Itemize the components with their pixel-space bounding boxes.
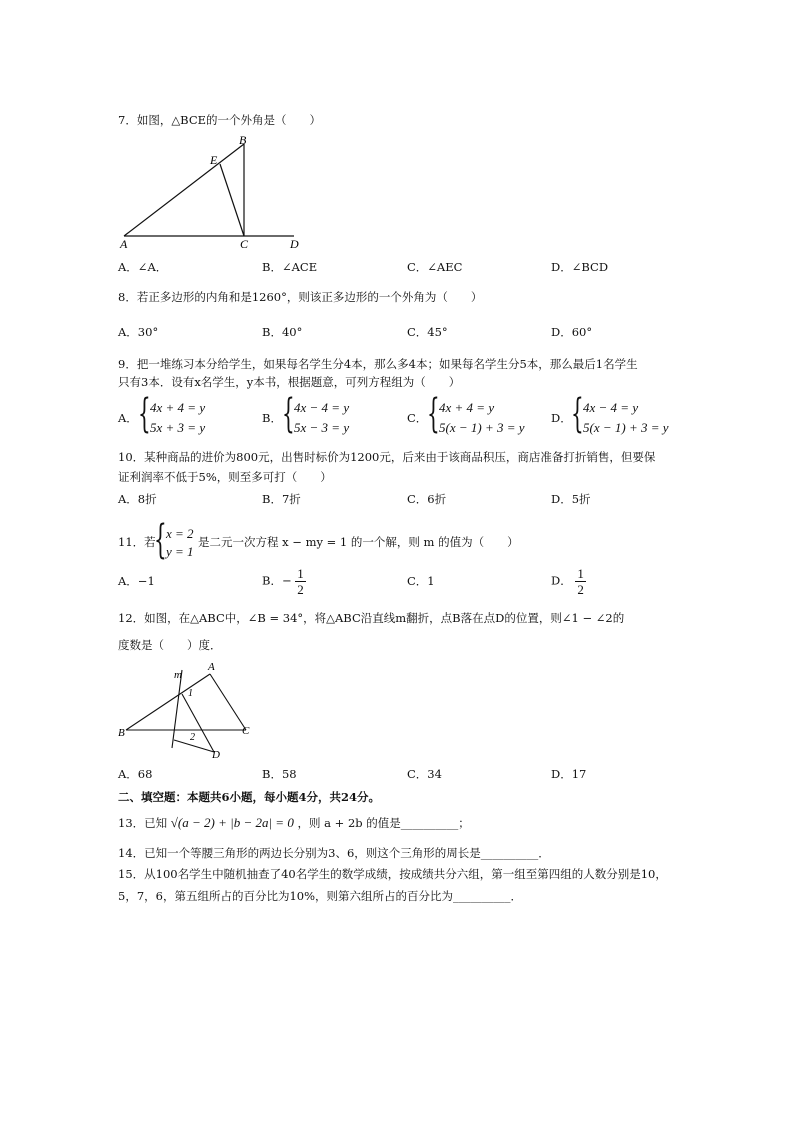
- q11-option-b-letter: B．: [262, 573, 282, 588]
- q11-eq1: x = 2: [166, 526, 194, 541]
- q11-option-b-sign: −: [281, 573, 292, 588]
- q13-suffix: ，则 a + 2b 的值是__________；: [297, 816, 470, 830]
- q12-option-b[interactable]: B．58: [262, 767, 297, 781]
- q13-prefix: 13．已知: [118, 816, 168, 830]
- q11-option-d-fraction: $\frac{1}{2}$: [577, 566, 584, 597]
- q10-stem-line2: 证利润率不低于5%，则至多可打（ ）: [118, 470, 332, 484]
- q12-stem-line1: 12．如图，在△ABC中，∠B = 34°，将△ABC沿直线m翻折，点B落在点D的位置，则∠1 − ∠2的: [118, 611, 625, 625]
- q10-option-b[interactable]: B．7折: [262, 492, 301, 506]
- q12-label-a: A: [208, 661, 215, 673]
- q11-suffix: 是二元一次方程 x − my = 1 的一个解，则 m 的值为（ ）: [198, 535, 519, 549]
- q10-option-a[interactable]: A．8折: [118, 492, 157, 506]
- q12-option-a[interactable]: A．68: [118, 767, 153, 781]
- q8-option-c[interactable]: C．45°: [407, 325, 448, 339]
- q11-eq2: y = 1: [166, 544, 194, 559]
- q12-stem-line2: 度数是（ ）度．: [118, 638, 222, 652]
- q9-option-d-eq1: 4x − 4 = y: [583, 400, 639, 415]
- q10-stem-line1: 10．某种商品的进价为800元，出售时标价为1200元，后来由于该商品积压，商店准备打折销售，但要保: [118, 450, 656, 464]
- q7-label-d: D: [290, 237, 299, 250]
- q11-option-d-letter: D．: [551, 573, 572, 588]
- q7-stem: 7．如图，△BCE的一个外角是（ ）: [118, 113, 322, 127]
- q9-option-d-letter: D．: [551, 411, 572, 425]
- q7-option-c[interactable]: C．∠AEC: [407, 260, 463, 274]
- q10-option-c[interactable]: C．6折: [407, 492, 447, 506]
- section-heading-fill-in: 二、填空题：本题共6小题，每小题4分，共24分。: [118, 790, 381, 804]
- q11-option-b-fraction: $\frac{1}{2}$: [297, 566, 304, 597]
- q12-label-d: D: [212, 749, 220, 761]
- q12-label-b: B: [118, 727, 125, 739]
- q9-option-b-eq1: 4x − 4 = y: [294, 400, 350, 415]
- q12-label-m: m: [174, 669, 182, 681]
- q9-option-a-eq1: 4x + 4 = y: [150, 400, 206, 415]
- q8-option-a[interactable]: A．30°: [118, 325, 159, 339]
- q8-stem: 8．若正多边形的内角和是1260°，则该正多边形的一个外角为（ ）: [118, 290, 483, 304]
- q9-option-c-letter: C．: [407, 411, 428, 425]
- q12-figure: [116, 658, 266, 762]
- q9-option-a-letter: A．: [118, 411, 138, 425]
- q9-option-a[interactable]: A． { 4x + 4 = y 5x + 3 = y: [118, 391, 206, 437]
- q7-figure: [116, 132, 316, 250]
- q9-stem-line1: 9．把一堆练习本分给学生，如果每名学生分4本，那么多4本；如果每名学生分5本，那么最后1名学生: [118, 357, 638, 371]
- q7-label-a: A: [120, 237, 128, 250]
- q7-label-c: C: [240, 237, 249, 250]
- q9-option-d-eq2: 5(x − 1) + 3 = y: [583, 420, 669, 435]
- q12-option-c[interactable]: C．34: [407, 767, 442, 781]
- q11-option-a[interactable]: A．−1: [118, 574, 155, 588]
- q9-option-b-letter: B．: [262, 411, 282, 425]
- q11-option-c[interactable]: C．1: [407, 574, 435, 588]
- q9-option-c[interactable]: C． { 4x + 4 = y 5(x − 1) + 3 = y: [407, 391, 525, 437]
- q13-stem: [118, 815, 470, 831]
- q9-option-d[interactable]: D． { 4x − 4 = y 5(x − 1) + 3 = y: [551, 391, 669, 437]
- q9-option-b[interactable]: B． { 4x − 4 = y 5x − 3 = y: [262, 391, 350, 437]
- q15-stem-line2: 5，7，6，第五组所占的百分比为10%，则第六组所占的百分比为__________．: [118, 889, 523, 903]
- q9-stem-line2: 只有3本．设有x名学生，y本书，根据题意，可列方程组为（ ）: [118, 375, 461, 389]
- q7-option-a[interactable]: A．∠A．: [118, 260, 168, 274]
- q9-option-c-eq2: 5(x − 1) + 3 = y: [439, 420, 525, 435]
- q10-option-d[interactable]: D．5折: [551, 492, 591, 506]
- q9-option-b-eq2: 5x − 3 = y: [294, 420, 350, 435]
- q7-label-b: B: [239, 133, 247, 147]
- q11-prefix: 11．若: [118, 535, 156, 549]
- q12-label-2: 2: [190, 732, 195, 743]
- q11-option-d[interactable]: [551, 566, 586, 597]
- q8-option-b[interactable]: B．40°: [262, 325, 303, 339]
- q7-option-d[interactable]: D．∠BCD: [551, 260, 609, 274]
- q15-stem-line1: 15．从100名学生中随机抽查了40名学生的数学成绩，按成绩共分六组，第一组至第四组的人数分别是10，: [118, 867, 667, 881]
- q11-stem: 11．若 { x = 2 y = 1 是二元一次方程 x − my = 1 的一个解，则 m 的值为（ ）: [118, 517, 519, 563]
- q12-option-d[interactable]: D．17: [551, 767, 587, 781]
- q7-option-b[interactable]: B．∠ACE: [262, 260, 318, 274]
- q12-label-c: C: [242, 725, 250, 737]
- q11-option-b[interactable]: [262, 566, 306, 597]
- q13-expression: √(a − 2) + |b − 2a| = 0: [170, 815, 294, 830]
- q14-stem: 14．已知一个等腰三角形的两边长分别为3、6，则这个三角形的周长是__________．: [118, 846, 550, 860]
- q8-option-d[interactable]: D．60°: [551, 325, 593, 339]
- q7-label-e: E: [210, 153, 218, 167]
- q9-option-c-eq1: 4x + 4 = y: [439, 400, 495, 415]
- q9-option-a-eq2: 5x + 3 = y: [150, 420, 206, 435]
- q12-label-1: 1: [188, 688, 193, 699]
